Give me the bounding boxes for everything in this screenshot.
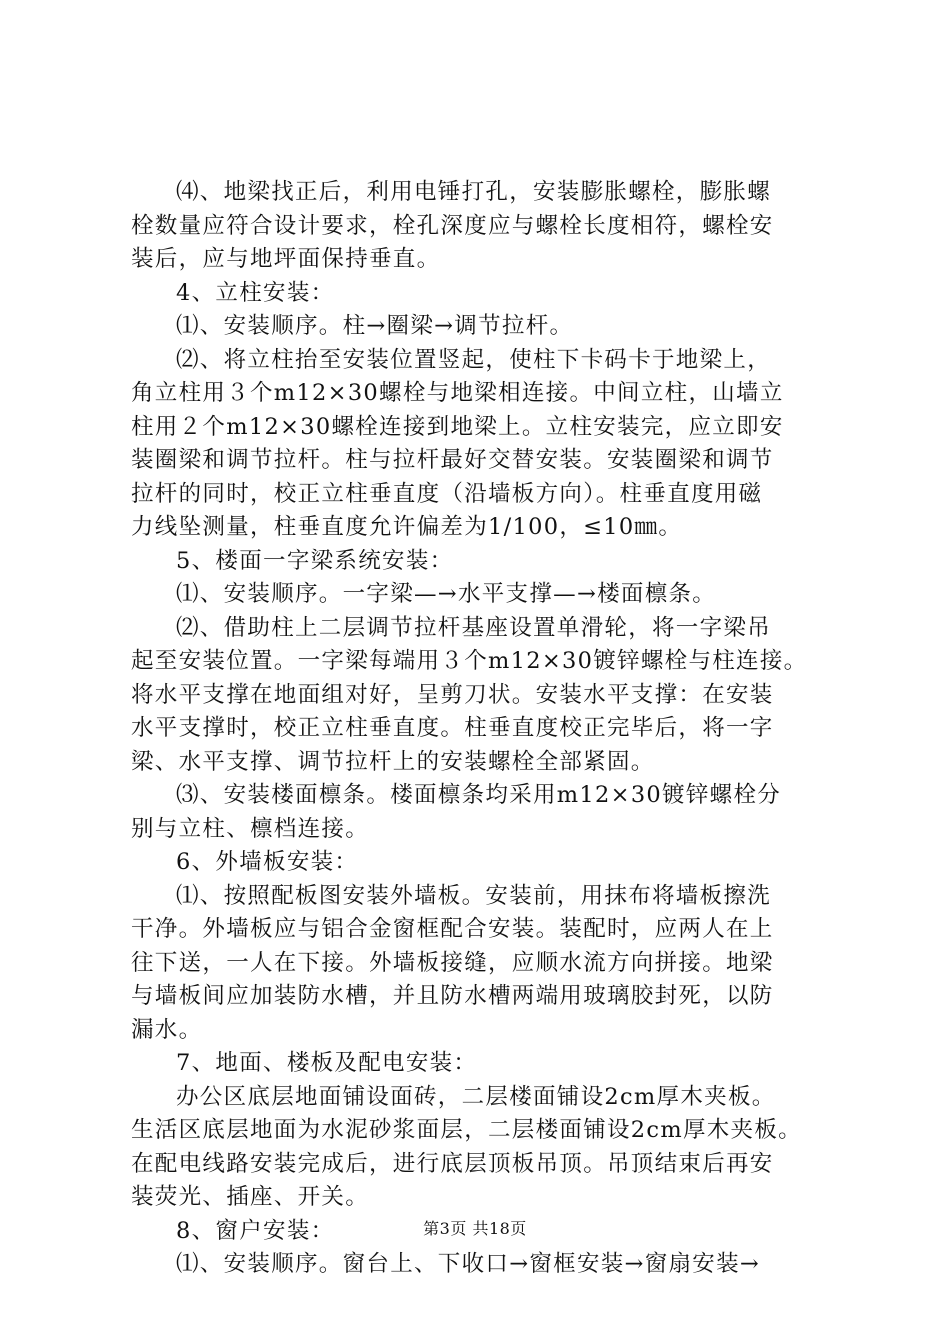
paragraph-line: ⑴、按照配板图安装外墙板。安装前，用抹布将墙板擦洗 <box>176 882 772 909</box>
paragraph-line: 力线坠测量，柱垂直度允许偏差为1/100，≤10㎜。 <box>131 514 683 540</box>
paragraph-line: ⑶、安装楼面檩条。楼面檩条均采用m12×30镀锌螺栓分 <box>176 782 782 808</box>
paragraph-line: ⑴、安装顺序。一字梁—→水平支撑—→楼面檩条。 <box>176 581 717 607</box>
paragraph-line: 往下送，一人在下接。外墙板接缝，应顺水流方向拼接。地梁 <box>131 949 774 976</box>
paragraph-line: ⑵、将立柱抬至安装位置竖起，使柱下卡码卡于地梁上， <box>176 346 772 373</box>
paragraph-line: 生活区底层地面为水泥砂浆面层，二层楼面铺设2cm厚木夹板。 <box>131 1117 802 1143</box>
paragraph-line: 办公区底层地面铺设面砖，二层楼面铺设2cm厚木夹板。 <box>176 1083 776 1110</box>
paragraph-line: 别与立柱、檩档连接。 <box>131 815 370 842</box>
paragraph-line: 装后，应与地坪面保持垂直。 <box>131 246 441 272</box>
paragraph-line: 在配电线路安装完成后，进行底层顶板吊顶。吊顶结束后再安 <box>131 1150 774 1177</box>
paragraph-line: 装荧光、插座、开关。 <box>131 1184 370 1210</box>
paragraph-line: 梁、水平支撑、调节拉杆上的安装螺栓全部紧固。 <box>131 748 655 775</box>
section-heading: 6、外墙板安装： <box>176 849 359 875</box>
document-body <box>131 176 831 1282</box>
section-heading: 5、楼面一字梁系统安装： <box>176 547 454 574</box>
paragraph-line: 柱用２个m12×30螺栓连接到地梁上。立柱安装完，应立即安 <box>131 413 784 440</box>
paragraph-line: 漏水。 <box>131 1016 203 1043</box>
page-number-footer: 第3页 共18页 <box>423 1219 527 1238</box>
paragraph-line: 将水平支撑在地面组对好，呈剪刀状。安装水平支撑：在安装 <box>131 681 774 708</box>
paragraph-line: 角立柱用３个m12×30螺栓与地梁相连接。中间立柱，山墙立 <box>131 380 784 406</box>
paragraph-line: ⑵、借助柱上二层调节拉杆基座设置单滑轮，将一字梁吊 <box>176 614 772 641</box>
paragraph-line: 起至安装位置。一字梁每端用３个m12×30镀锌螺栓与柱连接。 <box>131 648 808 674</box>
paragraph-line: 干净。外墙板应与铝合金窗框配合安装。装配时，应两人在上 <box>131 916 774 942</box>
paragraph-line: 栓数量应符合设计要求，栓孔深度应与螺栓长度相符，螺栓安 <box>131 212 774 239</box>
section-heading: 8、窗户安装： <box>176 1217 335 1244</box>
paragraph-line: 与墙板间应加装防水槽，并且防水槽两端用玻璃胶封死，以防 <box>131 983 774 1009</box>
section-heading: 7、地面、楼板及配电安装： <box>176 1050 478 1076</box>
paragraph-line: 装圈梁和调节拉杆。柱与拉杆最好交替安装。安装圈梁和调节 <box>131 447 774 473</box>
paragraph-line: ⑴、安装顺序。柱→圈梁→调节拉杆。 <box>176 313 574 339</box>
paragraph-line: ⑷、地梁找正后，利用电锤打孔，安装膨胀螺栓，膨胀螺 <box>176 179 772 205</box>
section-heading: 4、立柱安装： <box>176 279 335 306</box>
paragraph-line: 水平支撑时，校正立柱垂直度。柱垂直度校正完毕后，将一字 <box>131 715 774 741</box>
paragraph-line: 拉杆的同时，校正立柱垂直度（沿墙板方向）。柱垂直度用磁 <box>131 480 763 507</box>
paragraph-line: ⑴、安装顺序。窗台上、下收口→窗框安装→窗扇安装→ <box>176 1251 761 1277</box>
